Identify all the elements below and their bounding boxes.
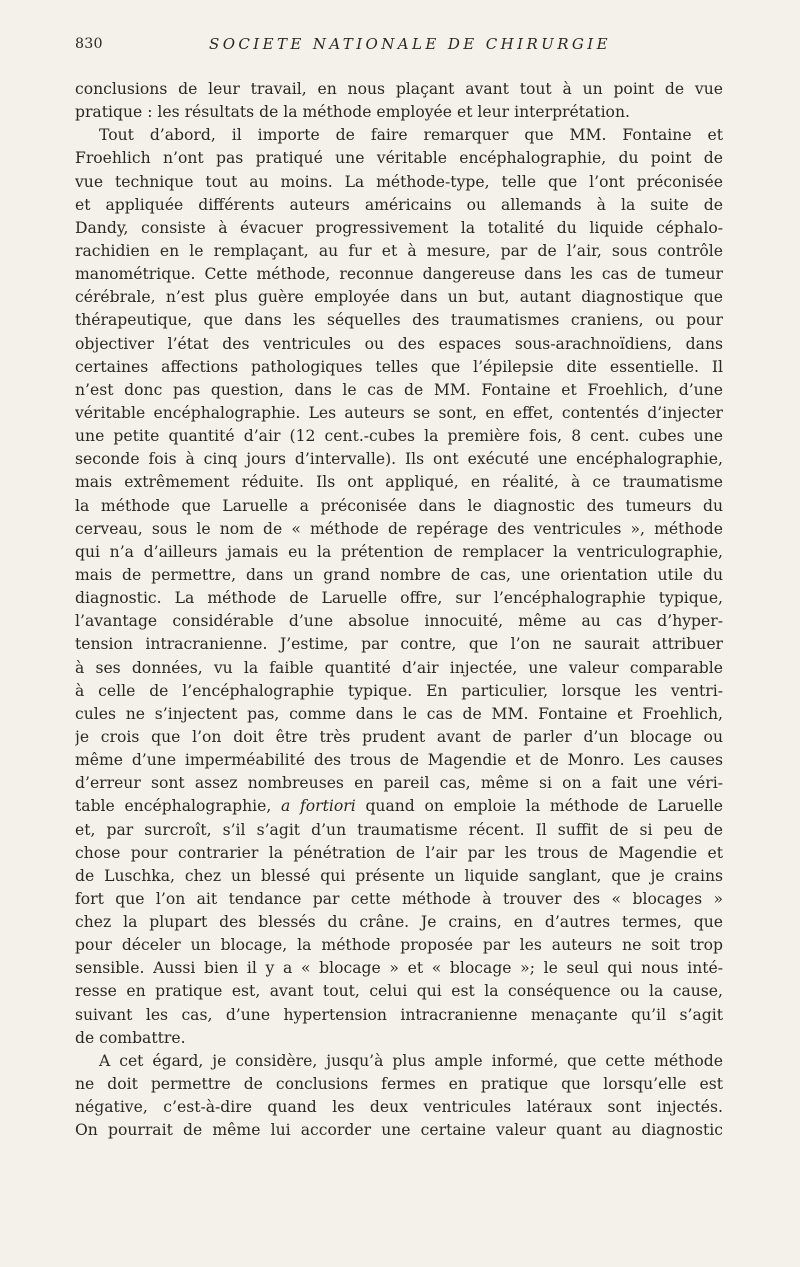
- text-line: pour déceler un blocage, la méthode proposée par les auteurs ne soit trop: [75, 936, 723, 955]
- text-line: et appliquée différents auteurs américains ou allemands à la suite de: [75, 195, 723, 214]
- text-line: d’erreur sont assez nombreuses en pareil cas, même si on a fait une véri-: [75, 774, 723, 793]
- text-line: cérébrale, n’est plus guère employée dans un but, autant diagnostique que: [75, 288, 723, 307]
- text-line: et, par surcroît, s’il s’agit d’un traumatisme récent. Il suffit de si peu de: [75, 820, 723, 839]
- text-line: cules ne s’injectent pas, comme dans le cas de MM. Fontaine et Froehlich,: [75, 704, 723, 723]
- text-line: pratique : les résultats de la méthode employée et leur interprétation.: [75, 103, 630, 122]
- text-line: je crois que l’on doit être très prudent avant de parler d’un blocage ou: [75, 727, 723, 746]
- text-segment: table encéphalographie,: [75, 797, 272, 816]
- text-line: diagnostic. La méthode de Laruelle offre, sur l’encéphalographie typique,: [75, 589, 723, 608]
- text-line: mais extrêmement réduite. Ils ont appliqué, en réalité, à ce traumatisme: [75, 473, 723, 492]
- text-line: qui n’a d’ailleurs jamais eu la prétention de remplacer la ventriculographie,: [75, 542, 723, 561]
- text-line: de combattre.: [75, 1028, 186, 1047]
- text-line: négative, c’est-à-dire quand les deux ventricules latéraux sont injectés.: [75, 1098, 723, 1117]
- text-line: à ses données, vu la faible quantité d’air injectée, une valeur comparable: [75, 658, 723, 677]
- journal-title: SOCIETE NATIONALE DE CHIRURGIE: [209, 35, 611, 53]
- text-line: véritable encéphalographie. Les auteurs se sont, en effet, contentés d’injecter: [75, 403, 723, 422]
- text-line: fort que l’on ait tendance par cette méthode à trouver des « blocages »: [75, 889, 723, 908]
- text-line: rachidien en le remplaçant, au fur et à mesure, par de l’air, sous contrôle: [75, 241, 723, 260]
- text-line: à celle de l’encéphalographie typique. En particulier, lorsque les ventri-: [75, 681, 723, 700]
- running-header: [75, 33, 723, 63]
- text-line: certaines affections pathologiques telles que l’épilepsie dite essentielle. Il: [75, 357, 723, 376]
- text-segment: quand on emploie la méthode de Laruelle: [365, 797, 723, 816]
- text-line: On pourrait de même lui accorder une certaine valeur quant au diagnostic: [75, 1121, 723, 1140]
- text-line: une petite quantité d’air (12 cent.-cubes la première fois, 8 cent. cubes une: [75, 427, 723, 446]
- document-page: [75, 33, 723, 1243]
- text-line: [75, 795, 723, 818]
- text-line: ne doit permettre de conclusions fermes en pratique que lorsqu’elle est: [75, 1075, 723, 1094]
- text-line: objectiver l’état des ventricules ou des espaces sous-arachnoïdiens, dans: [75, 334, 723, 353]
- text-line: cerveau, sous le nom de « méthode de repérage des ventricules », méthode: [75, 519, 723, 538]
- text-line: chez la plupart des blessés du crâne. Je crains, en d’autres termes, que: [75, 913, 723, 932]
- text-line: même d’une imperméabilité des trous de Magendie et de Monro. Les causes: [75, 751, 723, 770]
- text-line: thérapeutique, que dans les séquelles des traumatismes craniens, ou pour: [75, 311, 723, 330]
- text-line: vue technique tout au moins. La méthode-type, telle que l’ont préconisée: [75, 172, 723, 191]
- text-line: Dandy, consiste à évacuer progressivement la totalité du liquide céphalo-: [75, 218, 723, 237]
- text-line: suivant les cas, d’une hypertension intracranienne menaçante qu’il s’agit: [75, 1005, 723, 1024]
- text-line: Froehlich n’ont pas pratiqué une véritable encéphalographie, du point de: [75, 149, 723, 168]
- text-line: n’est donc pas question, dans le cas de MM. Fontaine et Froehlich, d’une: [75, 380, 723, 399]
- text-line: sensible. Aussi bien il y a « blocage » et « blocage »; le seul qui nous inté-: [75, 959, 723, 978]
- body-text: [75, 78, 723, 1142]
- text-line: tension intracranienne. J’estime, par contre, que l’on ne saurait attribuer: [75, 635, 723, 654]
- text-line: Tout d’abord, il importe de faire remarquer que MM. Fontaine et: [99, 126, 723, 145]
- text-line: seconde fois à cinq jours d’intervalle). Ils ont exécuté une encéphalographie,: [75, 450, 723, 469]
- text-line: A cet égard, je considère, jusqu’à plus ample informé, que cette méthode: [99, 1051, 723, 1070]
- text-line: de Luschka, chez un blessé qui présente un liquide sanglant, que je crains: [75, 866, 723, 885]
- text-line: conclusions de leur travail, en nous plaçant avant tout à un point de vue: [75, 80, 723, 98]
- text-line: mais de permettre, dans un grand nombre de cas, une orientation utile du: [75, 565, 723, 584]
- text-line: chose pour contrarier la pénétration de l’air par les trous de Magendie et: [75, 843, 723, 862]
- text-line: resse en pratique est, avant tout, celui qui est la conséquence ou la cause,: [75, 982, 723, 1001]
- page-number: 830: [75, 36, 103, 52]
- text-line: la méthode que Laruelle a préconisée dans le diagnostic des tumeurs du: [75, 496, 723, 515]
- text-line: manométrique. Cette méthode, reconnue dangereuse dans les cas de tumeur: [75, 265, 723, 284]
- text-line: l’avantage considérable d’une absolue innocuité, même au cas d’hyper-: [75, 612, 723, 631]
- italic-phrase: a fortiori: [281, 797, 356, 816]
